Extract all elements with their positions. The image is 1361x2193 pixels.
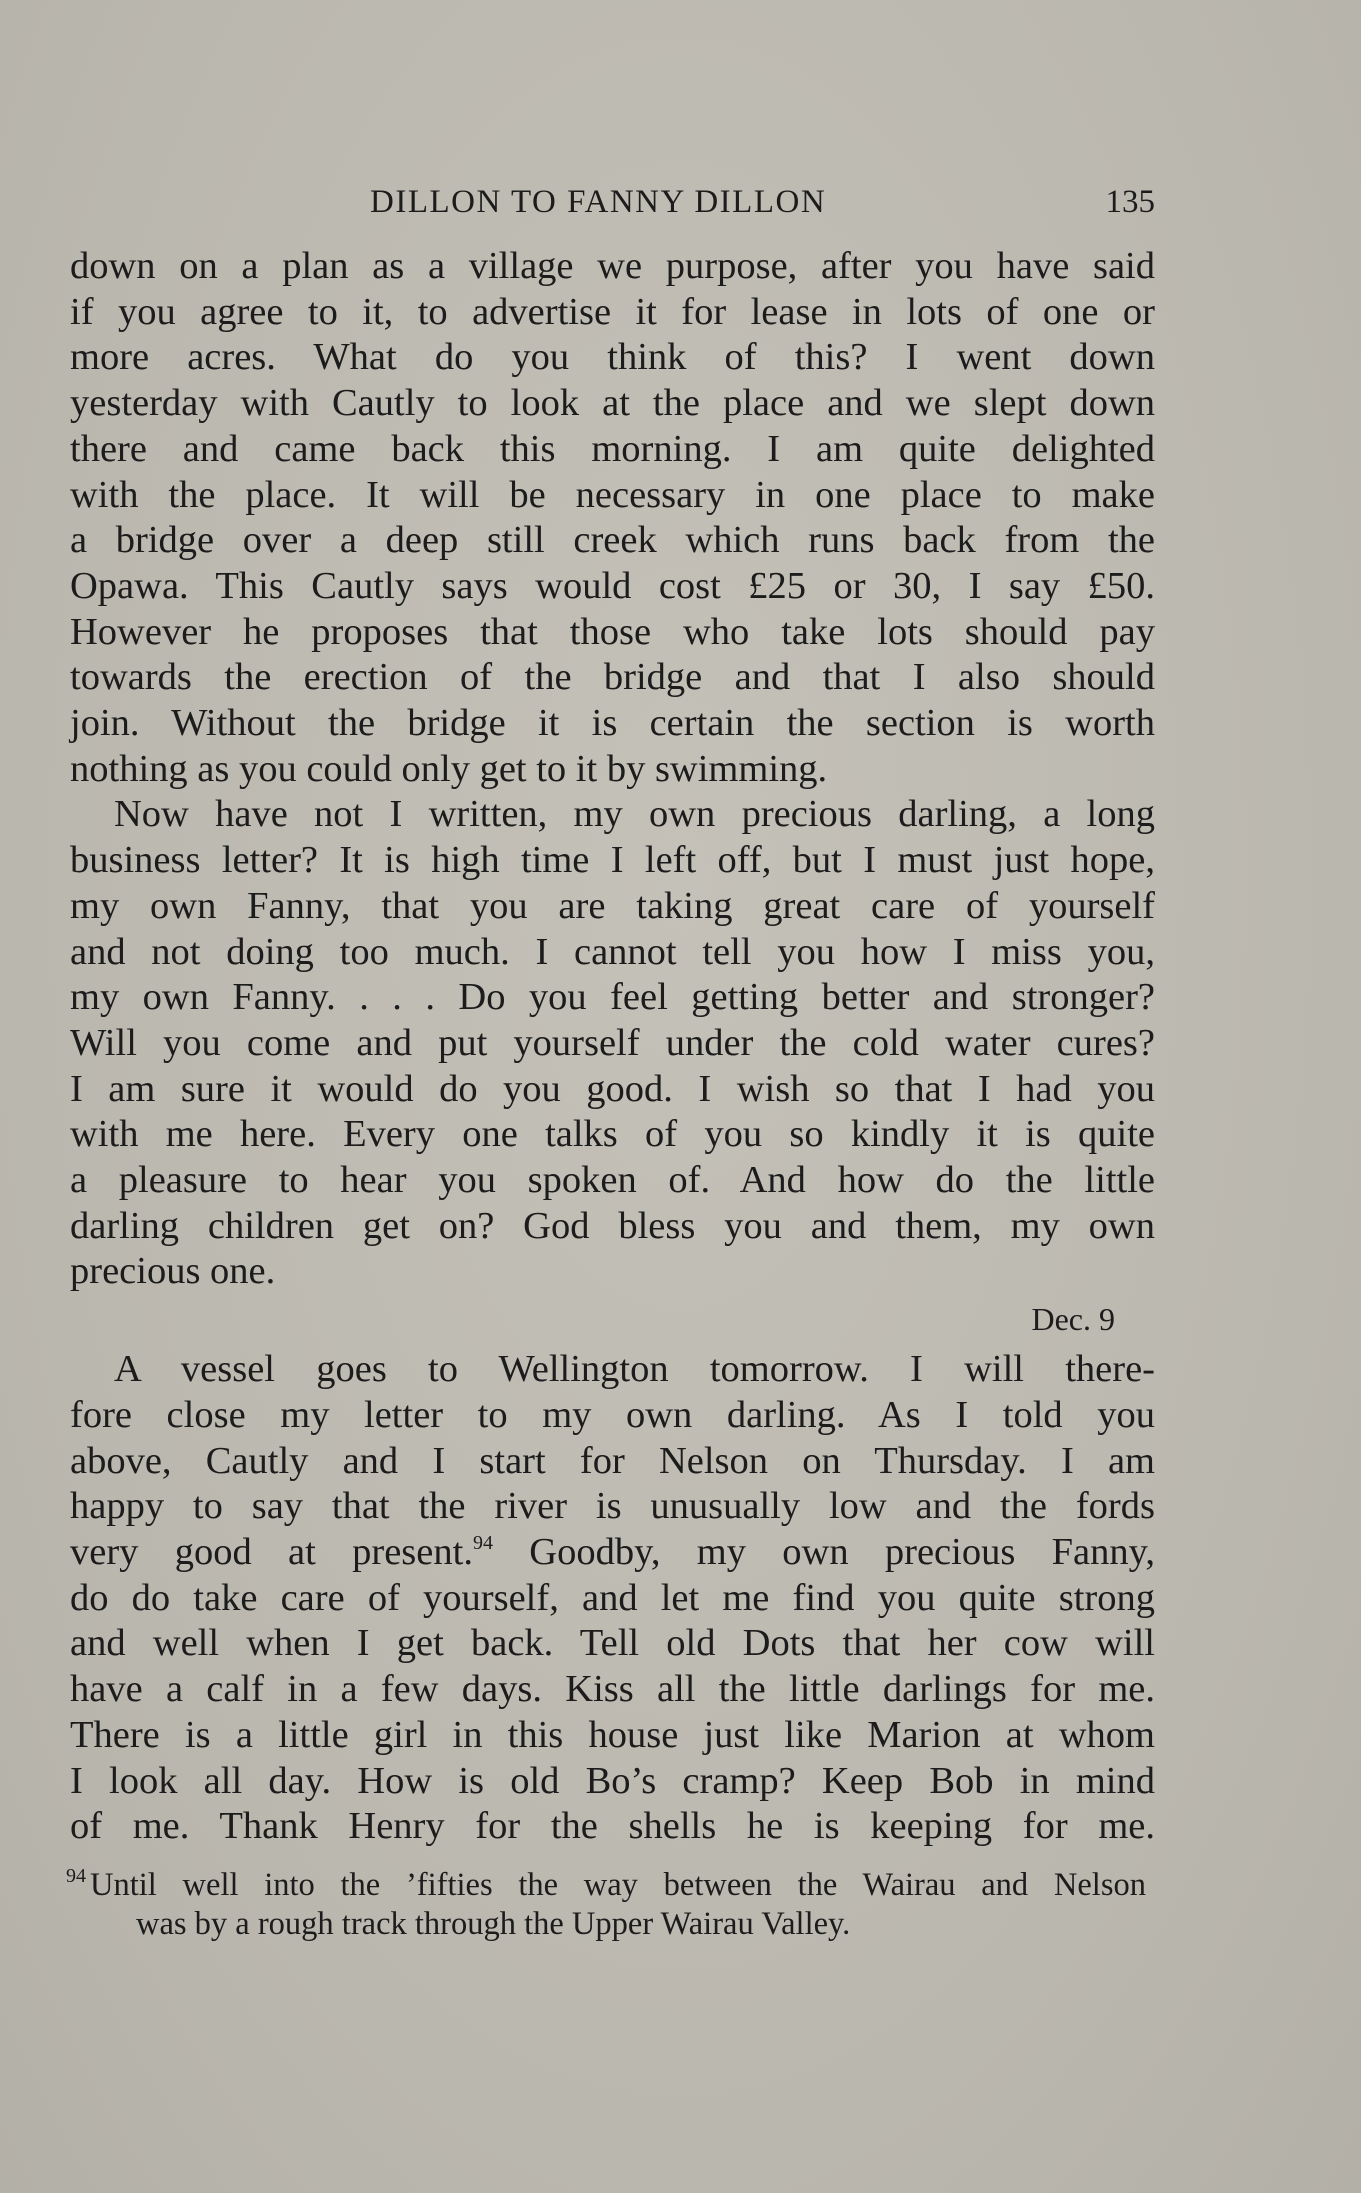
text-line: I am sure it would do you good. I wish so that I had you xyxy=(70,1067,1155,1110)
text-line: happy to say that the river is unusually low and the fords xyxy=(70,1485,1155,1528)
footnote-mark: 94 xyxy=(66,1865,86,1887)
text-line: There is a little girl in this house just like Marion at whom xyxy=(70,1713,1155,1756)
text-line: Now have not I written, my own precious darling, a long xyxy=(114,793,1155,836)
text-line: towards the erection of the bridge and that I also should xyxy=(70,656,1155,699)
text-line: my own Fanny. . . . Do you feel getting better and stronger? xyxy=(70,976,1155,1019)
footnote-line: was by a rough track through the Upper Wairau Valley. xyxy=(136,1906,851,1942)
dateline: Dec. 9 xyxy=(1031,1301,1115,1338)
text-line: A vessel goes to Wellington tomorrow. I will there- xyxy=(114,1348,1155,1391)
text-line: darling children get on? God bless you and them, my own xyxy=(70,1204,1155,1247)
text-line: join. Without the bridge it is certain the section is worth xyxy=(70,702,1155,745)
page-number: 135 xyxy=(1105,184,1155,220)
text-line: with the place. It will be necessary in one place to make xyxy=(70,473,1155,516)
text-line: there and came back this morning. I am quite delighted xyxy=(70,427,1155,470)
text-segment: Goodby, my own precious Fanny, xyxy=(492,1530,1156,1573)
text-line: nothing as you could only get to it by swimming. xyxy=(70,747,828,790)
text-line: have a calf in a few days. Kiss all the little darlings for me. xyxy=(70,1668,1155,1711)
text-line: of me. Thank Henry for the shells he is keeping for me. xyxy=(70,1805,1155,1848)
text-line-with-footnote-ref xyxy=(70,1530,1155,1576)
text-line: do do take care of yourself, and let me find you quite strong xyxy=(70,1576,1155,1619)
text-segment: very good at present. xyxy=(70,1530,473,1573)
text-line: and well when I get back. Tell old Dots that her cow will xyxy=(70,1622,1155,1665)
text-line: down on a plan as a village we purpose, after you have said xyxy=(70,245,1155,287)
paragraph-2 xyxy=(70,792,1155,1295)
paragraph-1 xyxy=(70,244,1155,792)
body-text xyxy=(70,244,1155,1850)
text-line: Will you come and put yourself under the cold water cures? xyxy=(70,1021,1155,1064)
text-line: I look all day. How is old Bo’s cramp? Keep Bob in mind xyxy=(70,1759,1155,1802)
text-line: However he proposes that those who take lots should pay xyxy=(70,610,1155,653)
text-line: above, Cautly and I start for Nelson on Thursday. I am xyxy=(70,1439,1155,1482)
footnote-line xyxy=(66,1866,1146,1905)
text-line: yesterday with Cautly to look at the place and we slept down xyxy=(70,382,1155,425)
text-line: precious one. xyxy=(70,1250,276,1293)
text-line: with me here. Every one talks of you so kindly it is quite xyxy=(70,1113,1155,1156)
text-line: Opawa. This Cautly says would cost £25 or 30, I say £50. xyxy=(70,564,1155,607)
footnote xyxy=(66,1866,1146,1944)
text-line: my own Fanny, that you are taking great care of yourself xyxy=(70,884,1155,927)
running-head: DILLON TO FANNY DILLON xyxy=(370,184,827,220)
text-line: business letter? It is high time I left off, but I must just hope, xyxy=(70,839,1155,882)
paragraph-3 xyxy=(70,1347,1155,1850)
text-line: more acres. What do you think of this? I went down xyxy=(70,336,1155,379)
text-line: fore close my letter to my own darling. As I told you xyxy=(70,1393,1155,1436)
text-line: a bridge over a deep still creek which runs back from the xyxy=(70,519,1155,562)
page-header xyxy=(70,180,1155,230)
text-line: and not doing too much. I cannot tell you how I miss you, xyxy=(70,930,1155,973)
footnote-reference[interactable]: 94 xyxy=(472,1531,493,1554)
footnote-text: Until well into the ’fifties the way between the Wairau and Nelson xyxy=(90,1867,1146,1903)
text-line: if you agree to it, to advertise it for lease in lots of one or xyxy=(70,290,1155,333)
text-line: a pleasure to hear you spoken of. And how do the little xyxy=(70,1159,1155,1202)
